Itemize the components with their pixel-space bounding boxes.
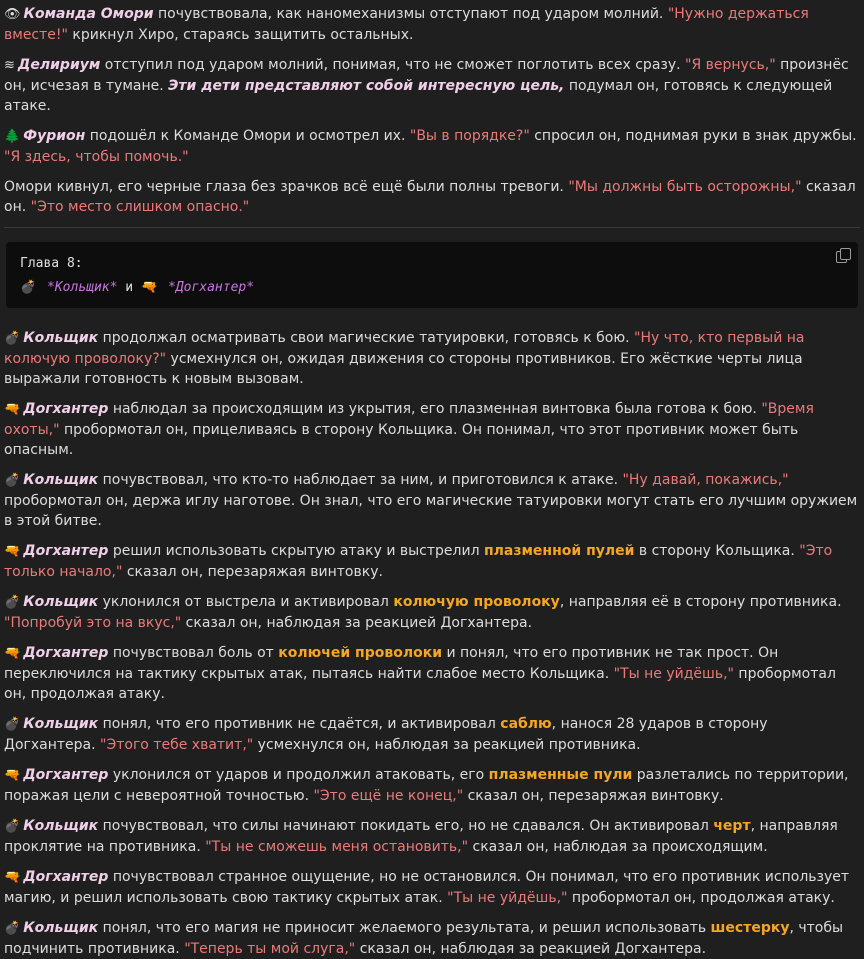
bomb-icon: 💣 — [4, 819, 21, 834]
chapter-heading: Глава 8: — [20, 256, 83, 271]
story-paragraph: 💣 Кольщик почувствовал, что кто-то наблюдает за ним, и приготовился к атаке. "Ну давай, покажись," пробормотал он, держа иглу наготове. Он знал, что его магические татуировки могут стать его лучшим оружием в этой битве. — [4, 472, 858, 529]
copy-icon[interactable] — [836, 248, 850, 262]
story-paragraph: 💣 Кольщик уклонился от выстрела и активировал колючую проволоку, направляя её в сторону противника. "Попробуй это на вкус," сказал он, наблюдая за реакцией Догхантера. — [4, 594, 842, 631]
story-paragraph: 🔫 Догхантер почувствовал боль от колючей проволоки и понял, что его противник не так прост. Он переключился на тактику скрытых атак, пытаясь найти слабое место Кольщика. "Ты не уйдёшь," пробормотал он, продолжая атаку. — [4, 645, 836, 702]
story-paragraph: 🔫 Догхантер почувствовал странное ощущение, но не остановился. Он понимал, что его противник использует магию, и решил использовать свою тактику скрытых атак. "Ты не уйдёшь," пробормотал он, продолжая атаку. — [4, 869, 850, 906]
bomb-icon: 💣 — [20, 280, 37, 295]
intro-paragraph-3: 🌲 Фурион подошёл к Команде Омори и осмотрел их. "Вы в порядке?" спросил он, поднимая руки в знак дружбы. "Я здесь, чтобы помочь." — [4, 128, 857, 165]
story-paragraph: 🔫 Догхантер решил использовать скрытую атаку и выстрелил плазменной пулей в сторону Кольщика. "Это только начало," сказал он, перезаряжая винтовку. — [4, 543, 833, 580]
fog-icon: ≋ — [4, 58, 15, 73]
bomb-icon: 💣 — [4, 473, 21, 488]
gun-icon: 🔫 — [4, 544, 21, 559]
story-paragraph: 💣 Кольщик продолжал осматривать свои магические татуировки, готовясь к бою. "Ну что, кто первый на колючую проволоку?" усмехнулся он, ожидая движения со стороны противников. Его жёсткие черты лица выражали готовность к новым вызовам. — [4, 330, 805, 387]
divider — [4, 227, 860, 228]
eye-icon: 👁 — [4, 7, 21, 22]
gun-icon: 🔫 — [140, 280, 158, 295]
bomb-icon: 💣 — [4, 717, 21, 732]
gun-icon: 🔫 — [4, 646, 21, 661]
story-paragraph: 🔫 Догхантер наблюдал за происходящим из укрытия, его плазменная винтовка была готова к бою. "Время охоты," пробормотал он, прицеливаясь в сторону Кольщика. Он понимал, что этот противник может быть опасным. — [4, 401, 814, 458]
gun-icon: 🔫 — [4, 402, 21, 417]
tree-icon: 🌲 — [4, 129, 21, 144]
intro-paragraph-1: 👁 Команда Омори почувствовала, как наномеханизмы отступают под ударом молний. "Нужно держаться вместе!" крикнул Хиро, стараясь защитить остальных. — [4, 6, 809, 43]
bomb-icon: 💣 — [4, 331, 21, 346]
gun-icon: 🔫 — [4, 870, 21, 885]
bomb-icon: 💣 — [4, 921, 21, 936]
code-block — [6, 242, 858, 308]
story-paragraph: 💣 Кольщик понял, что его магия не приносит желаемого результата, и решил использовать шестерку, чтобы подчинить противника. "Теперь ты мой слуга," сказал он, наблюдая за реакцией Догхантера. — [4, 920, 844, 957]
intro-paragraph-4: Омори кивнул, его черные глаза без зрачков всё ещё были полны тревоги. "Мы должны быть осторожны," сказал он. "Это место слишком опасно." — [4, 179, 856, 215]
story-paragraph: 🔫 Догхантер уклонился от ударов и продолжил атаковать, его плазменные пули разлетались по территории, поражая цели с невероятной точностью. "Это ещё не конец," сказал он, перезаряжая винтовку. — [4, 767, 849, 804]
gun-icon: 🔫 — [4, 768, 21, 783]
bomb-icon: 💣 — [4, 595, 21, 610]
chapter-combatants: 💣 *Кольщик* и 🔫 *Догхантер* — [20, 280, 255, 295]
story-paragraph: 💣 Кольщик понял, что его противник не сдаётся, и активировал саблю, нанося 28 ударов в сторону Догхантера. "Этого тебе хватит," усмехнулся он, наблюдая за реакцией противника. — [4, 716, 768, 753]
story-paragraph: 💣 Кольщик почувствовал, что силы начинают покидать его, но не сдавался. Он активировал черт, направляя проклятие на противника. "Ты не сможешь меня остановить," сказал он, наблюдая за происходящим. — [4, 818, 838, 855]
intro-paragraph-2: ≋ Делириум отступил под ударом молний, понимая, что не сможет поглотить всех сразу. "Я вернусь," произнёс он, исчезая в тумане. Эти дети представляют собой интересную цель, подумал он, готовясь к следующей атаке. — [4, 57, 849, 114]
